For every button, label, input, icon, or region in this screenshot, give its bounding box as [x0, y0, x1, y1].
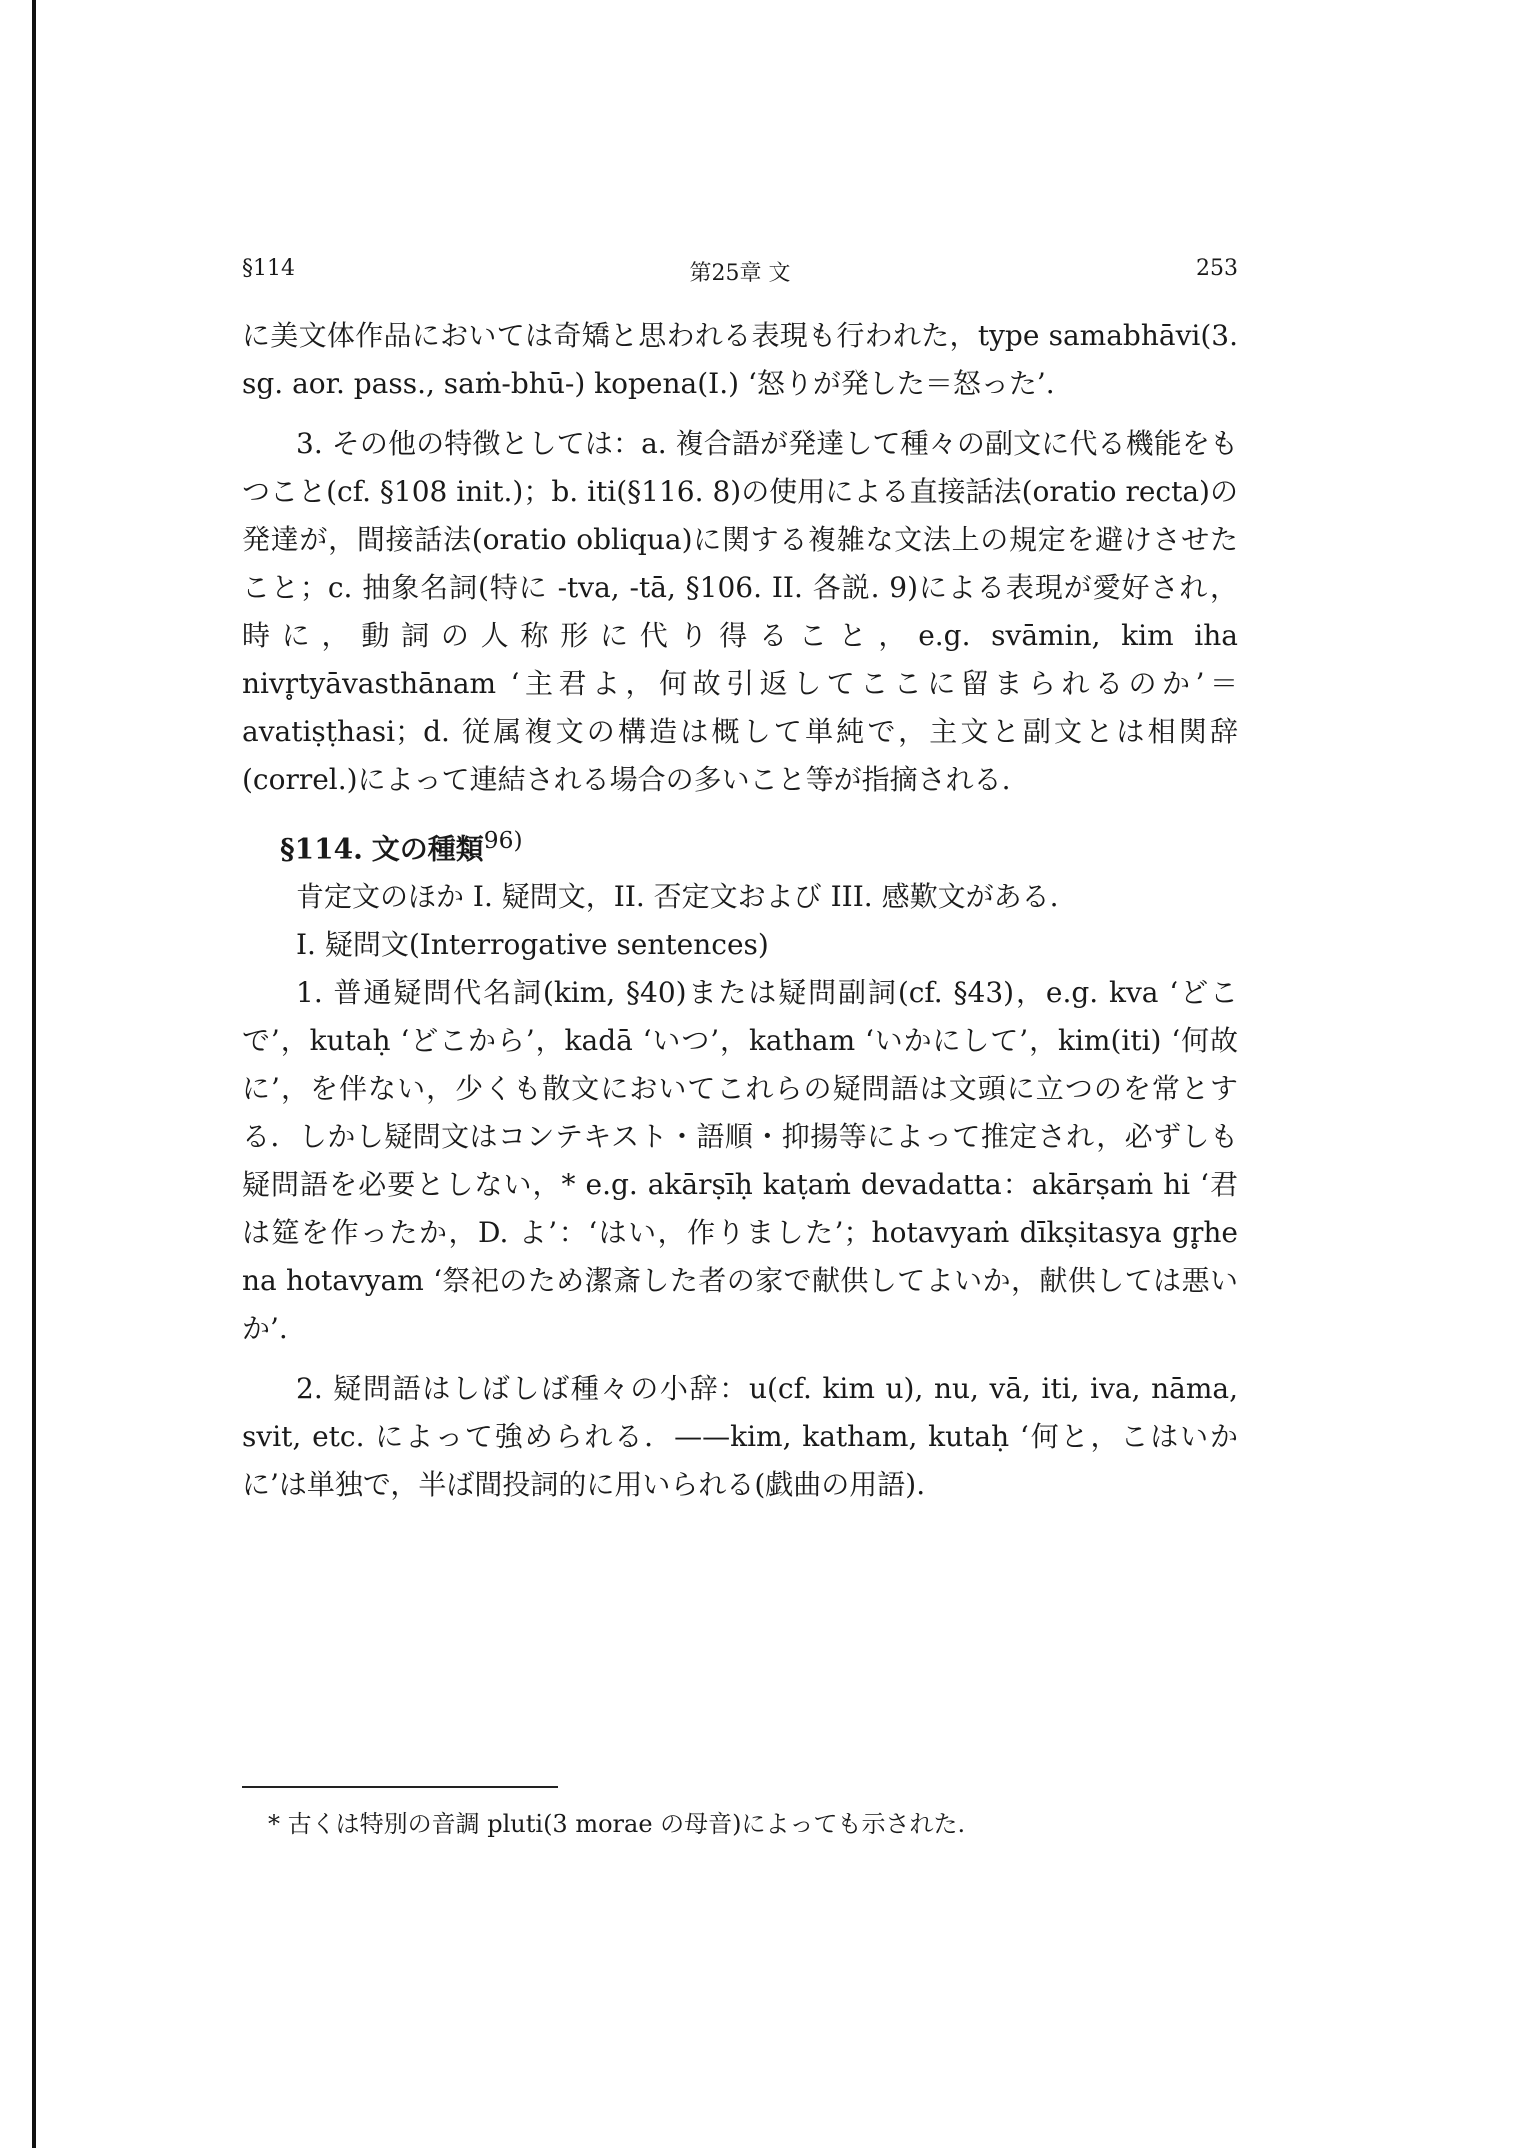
paragraph-3: 3. その他の特徴としては：a. 複合語が発達して種々の副文に代る機能をもつこと(cf. §108 init.)；b. iti(§116. 8)の使用による直接話法(oratio recta)の発達が，間接話法(oratio obliqua)に関する複雑な文法上の規定を避けさせたこと；c. 抽象名詞(特に -tva, -tā, §106. II. 各説. 9)による表現が愛好され，時に，動詞の人称形に代り得ること，e.g. svāmin, kim iha nivr̥tyāvasthānam ‘主君よ，何故引返してここに留まられるのか’＝avatiṣṭhasi；d. 従属複文の構造は概して単純で，主文と副文とは相関辞(correl.)によって連結される場合の多いこと等が指摘される. — [242, 427, 1238, 796]
header-section: §114 — [242, 256, 295, 281]
page-binding-edge — [32, 0, 36, 2148]
section-title: 文の種類 — [371, 832, 484, 866]
header-chapter: 第25章 文 — [689, 261, 791, 286]
intro-paragraph: 肯定文のほか I. 疑問文，II. 否定文および III. 感歎文がある. — [296, 880, 1059, 914]
running-header — [242, 256, 1238, 296]
footnote-rule — [242, 1786, 558, 1788]
paragraph-continued: に美文体作品においては奇矯と思われる表現も行われた，type samabhāvi(3. sg. aor. pass., saṁ-bhū-) kopena(I.) ‘怒りが発した＝怒った’. — [242, 319, 1238, 400]
subparagraph-1: 1. 普通疑問代名詞(kim, §40)または疑問副詞(cf. §43)，e.g. kva ‘どこで’，kutaḥ ‘どこから’，kadā ‘いつ’，katham ‘いかにして’，kim(iti) ‘何故に’，を伴ない，少くも散文においてこれらの疑問語は文頭に立つのを常とする．しかし疑問文はコンテキスト・語順・抑揚等によって推定され，必ずしも疑問語を必要としない，* e.g. akārṣīḥ kaṭaṁ devadatta：akārṣaṁ hi ‘君は筵を作ったか，D. よ’：‘はい，作りました’；hotavyaṁ dīkṣitasya gr̥he na hotavyam ‘祭祀のため潔斎した者の家で献供してよいか，献供しては悪いか’. — [242, 976, 1238, 1346]
footnote: * 古くは特別の音調 pluti(3 morae の母音)によっても示された. — [268, 1810, 966, 1838]
section-number: §114. — [280, 832, 363, 866]
section-note-ref: 96) — [483, 826, 523, 854]
section-heading — [280, 816, 1238, 873]
page-body — [242, 312, 1238, 1509]
subheading-interrogative: I. 疑問文(Interrogative sentences) — [296, 928, 769, 962]
subparagraph-2: 2. 疑問語はしばしば種々の小辞：u(cf. kim u), nu, vā, iti, iva, nāma, svit, etc. によって強められる．——kim, katham, kutaḥ ‘何と，こはいかに’は単独で，半ば間投詞的に用いられる(戯曲の用語). — [242, 1372, 1238, 1502]
page-number: 253 — [1196, 256, 1238, 281]
